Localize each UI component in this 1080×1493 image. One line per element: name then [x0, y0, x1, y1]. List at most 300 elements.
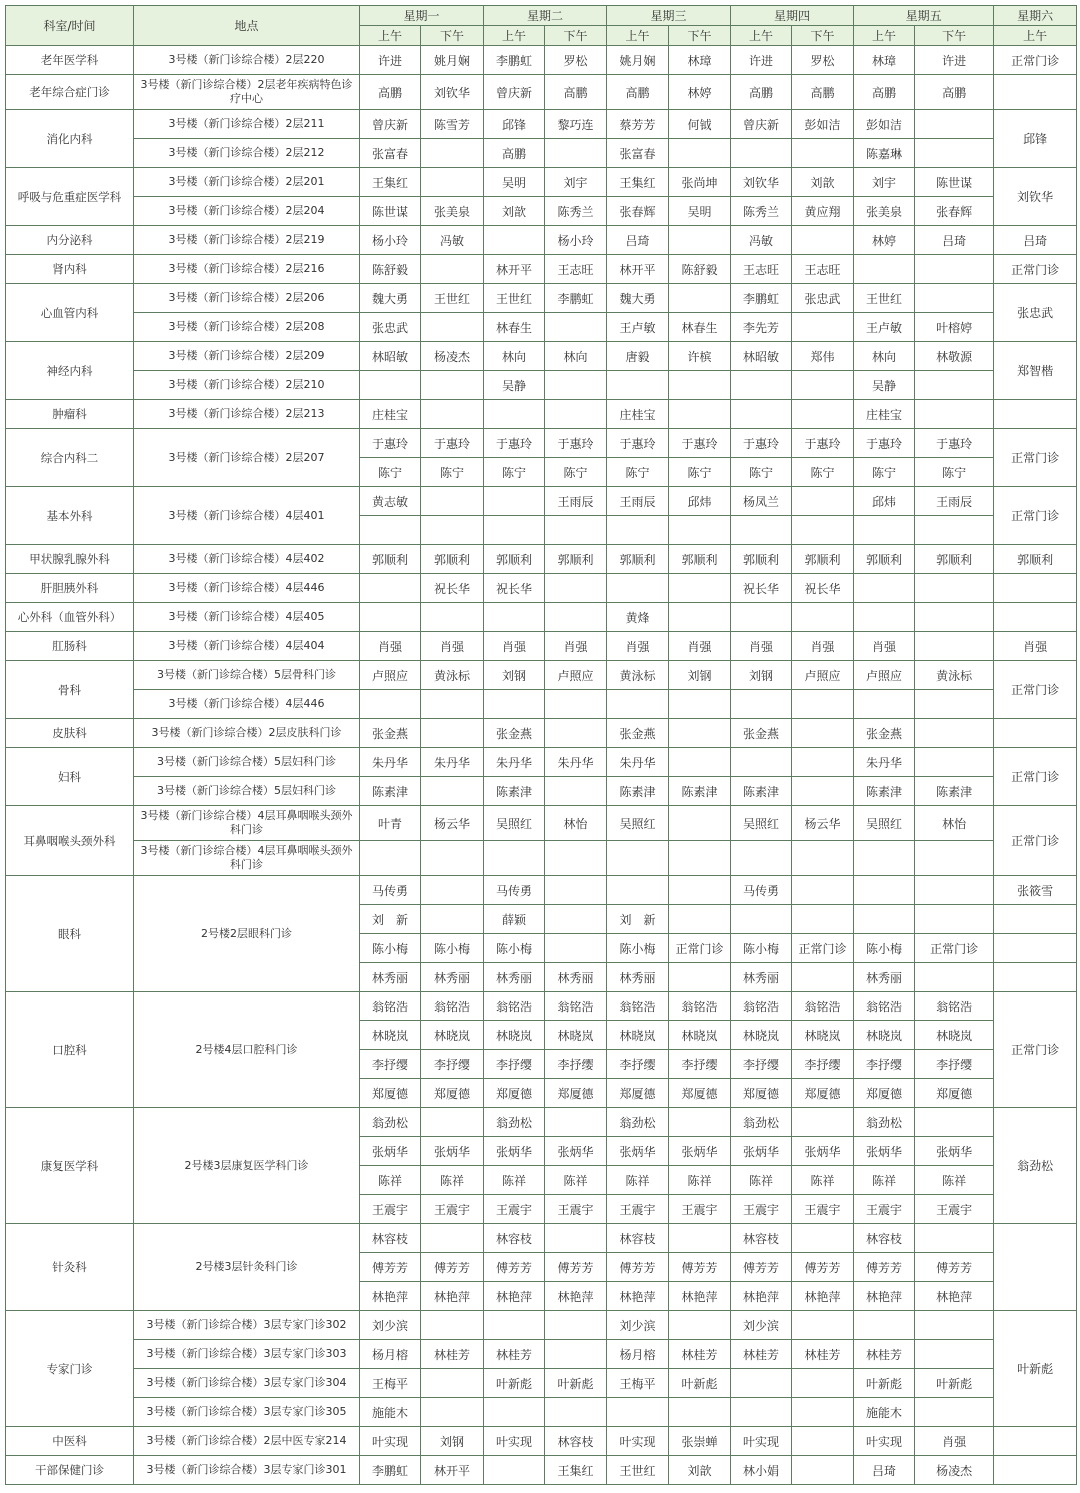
doctor-thu-pm: 张忠武 — [792, 284, 854, 313]
clinic-location: 3号楼（新门诊综合楼）2层212 — [134, 139, 360, 168]
clinic-location: 3号楼（新门诊综合楼）2层219 — [134, 226, 360, 255]
table-row — [6, 1340, 1077, 1369]
clinic-location: 3号楼（新门诊综合楼）3层专家门诊302 — [134, 1311, 360, 1340]
doctor-fri-am: 叶新彪 — [854, 1369, 915, 1398]
department-name: 针灸科 — [6, 1224, 134, 1311]
doctor-fri-pm — [915, 690, 994, 719]
doctor-thu-am — [731, 603, 792, 632]
doctor-mon-pm: 林艳萍 — [421, 1282, 484, 1311]
doctor-sat-am: 吕琦 — [994, 226, 1077, 255]
doctor-fri-pm — [915, 574, 994, 603]
doctor-sat-am: 张筱雪 — [994, 876, 1077, 905]
doctor-mon-pm — [421, 690, 484, 719]
doctor-tue-pm: 黎巧连 — [545, 110, 607, 139]
doctor-tue-pm: 王集红 — [545, 1456, 607, 1485]
clinic-location: 3号楼（新门诊综合楼）3层专家门诊303 — [134, 1340, 360, 1369]
doctor-fri-pm: 叶榕婷 — [915, 313, 994, 342]
doctor-thu-pm: 郭顺利 — [792, 545, 854, 574]
doctor-tue-am: 林桂芳 — [484, 1340, 545, 1369]
doctor-wed-am — [607, 574, 669, 603]
doctor-fri-pm: 郭顺利 — [915, 545, 994, 574]
doctor-mon-pm: 张炳华 — [421, 1137, 484, 1166]
doctor-wed-am: 黄烽 — [607, 603, 669, 632]
period-pm: 下午 — [545, 26, 607, 46]
doctor-tue-am: 郭顺利 — [484, 545, 545, 574]
table-row — [6, 110, 1077, 139]
clinic-location: 3号楼（新门诊综合楼）4层404 — [134, 632, 360, 661]
doctor-thu-pm: 郑厦德 — [792, 1079, 854, 1108]
doctor-fri-am: 高鹏 — [854, 75, 915, 110]
doctor-wed-pm: 刘歆 — [669, 1456, 731, 1485]
table-row — [6, 545, 1077, 574]
doctor-mon-pm: 陈小梅 — [421, 934, 484, 963]
department-name: 眼科 — [6, 876, 134, 992]
doctor-tue-am: 朱丹华 — [484, 748, 545, 777]
doctor-mon-pm: 朱丹华 — [421, 748, 484, 777]
doctor-wed-am: 刘少滨 — [607, 1311, 669, 1340]
doctor-tue-pm — [545, 1224, 607, 1253]
doctor-mon-am: 肖强 — [360, 632, 421, 661]
doctor-mon-am — [360, 371, 421, 400]
doctor-thu-am: 林小娟 — [731, 1456, 792, 1485]
doctor-sat-am: 正常门诊 — [994, 661, 1077, 719]
table-row — [6, 1369, 1077, 1398]
table-row — [6, 1311, 1077, 1340]
doctor-fri-pm: 黄泳标 — [915, 661, 994, 690]
doctor-sat-am: 正常门诊 — [994, 806, 1077, 876]
doctor-fri-pm: 陈宁 — [915, 458, 994, 487]
doctor-tue-pm: 林容枝 — [545, 1427, 607, 1456]
doctor-mon-pm: 黄泳标 — [421, 661, 484, 690]
doctor-mon-am: 叶实现 — [360, 1427, 421, 1456]
department-name: 康复医学科 — [6, 1108, 134, 1224]
doctor-tue-pm: 刘宇 — [545, 168, 607, 197]
doctor-fri-pm: 林晓岚 — [915, 1021, 994, 1050]
doctor-tue-am — [484, 1398, 545, 1427]
table-row — [6, 719, 1077, 748]
doctor-thu-am: 曾庆新 — [731, 110, 792, 139]
doctor-wed-am: 叶实现 — [607, 1427, 669, 1456]
doctor-thu-pm: 王震宇 — [792, 1195, 854, 1224]
doctor-mon-am: 朱丹华 — [360, 748, 421, 777]
clinic-location: 2号楼3层针灸科门诊 — [134, 1224, 360, 1311]
doctor-fri-am: 陈祥 — [854, 1166, 915, 1195]
doctor-fri-am: 李抒缨 — [854, 1050, 915, 1079]
doctor-wed-am: 陈祥 — [607, 1166, 669, 1195]
doctor-wed-pm: 张炳华 — [669, 1137, 731, 1166]
clinic-location: 3号楼（新门诊综合楼）5层骨科门诊 — [134, 661, 360, 690]
doctor-thu-am: 祝长华 — [731, 574, 792, 603]
doctor-sat-am: 正常门诊 — [994, 992, 1077, 1108]
doctor-tue-am: 林秀丽 — [484, 963, 545, 992]
schedule-body — [6, 46, 1077, 1485]
doctor-fri-pm: 陈世谋 — [915, 168, 994, 197]
doctor-mon-pm — [421, 876, 484, 905]
doctor-thu-am: 郑厦德 — [731, 1079, 792, 1108]
doctor-fri-pm — [915, 400, 994, 429]
doctor-mon-pm: 林桂芳 — [421, 1340, 484, 1369]
doctor-fri-pm: 陈祥 — [915, 1166, 994, 1195]
doctor-mon-am: 施能木 — [360, 1398, 421, 1427]
doctor-wed-am: 张炳华 — [607, 1137, 669, 1166]
table-row — [6, 429, 1077, 458]
doctor-thu-am: 于惠玲 — [731, 429, 792, 458]
doctor-tue-am — [484, 1456, 545, 1485]
header-row-days — [6, 6, 1077, 26]
doctor-mon-am: 曾庆新 — [360, 110, 421, 139]
doctor-wed-am: 林晓岚 — [607, 1021, 669, 1050]
doctor-thu-am: 张炳华 — [731, 1137, 792, 1166]
doctor-tue-pm: 林怡 — [545, 806, 607, 841]
doctor-thu-am — [731, 690, 792, 719]
doctor-fri-am: 陈嘉琳 — [854, 139, 915, 168]
department-name: 中医科 — [6, 1427, 134, 1456]
doctor-mon-pm: 郑厦德 — [421, 1079, 484, 1108]
doctor-mon-pm: 陈宁 — [421, 458, 484, 487]
doctor-mon-am: 张忠武 — [360, 313, 421, 342]
doctor-wed-pm: 傅芳芳 — [669, 1253, 731, 1282]
doctor-sat-am: 翁劲松 — [994, 1108, 1077, 1224]
doctor-tue-pm: 林艳萍 — [545, 1282, 607, 1311]
doctor-fri-pm — [915, 255, 994, 284]
doctor-mon-am: 李鹏虹 — [360, 1456, 421, 1485]
doctor-fri-pm — [915, 603, 994, 632]
doctor-wed-am: 朱丹华 — [607, 748, 669, 777]
doctor-tue-pm — [545, 934, 607, 963]
doctor-fri-pm: 傅芳芳 — [915, 1253, 994, 1282]
doctor-fri-am — [854, 905, 915, 934]
doctor-mon-pm: 翁铭浩 — [421, 992, 484, 1021]
doctor-thu-pm: 陈宁 — [792, 458, 854, 487]
doctor-tue-am: 高鹏 — [484, 139, 545, 168]
doctor-thu-pm — [792, 963, 854, 992]
doctor-wed-pm — [669, 748, 731, 777]
doctor-fri-am: 邱炜 — [854, 487, 915, 516]
doctor-wed-am: 张春辉 — [607, 197, 669, 226]
department-name: 心血管内科 — [6, 284, 134, 342]
doctor-fri-am — [854, 603, 915, 632]
doctor-wed-am: 郑厦德 — [607, 1079, 669, 1108]
period-am: 上午 — [994, 26, 1077, 46]
day-header-friday: 星期五 — [854, 6, 994, 26]
doctor-wed-am: 郭顺利 — [607, 545, 669, 574]
doctor-thu-pm — [792, 1456, 854, 1485]
doctor-tue-am: 张金燕 — [484, 719, 545, 748]
doctor-thu-am — [731, 1369, 792, 1398]
doctor-mon-am: 庄桂宝 — [360, 400, 421, 429]
doctor-sat-am — [994, 603, 1077, 632]
doctor-mon-pm — [421, 1398, 484, 1427]
doctor-mon-pm — [421, 905, 484, 934]
doctor-wed-am: 庄桂宝 — [607, 400, 669, 429]
table-row — [6, 255, 1077, 284]
doctor-fri-am: 郑厦德 — [854, 1079, 915, 1108]
doctor-wed-am: 林容枝 — [607, 1224, 669, 1253]
doctor-thu-am: 高鹏 — [731, 75, 792, 110]
doctor-sat-am: 正常门诊 — [994, 748, 1077, 806]
doctor-mon-pm: 林秀丽 — [421, 963, 484, 992]
doctor-wed-am: 陈宁 — [607, 458, 669, 487]
doctor-wed-pm — [669, 905, 731, 934]
doctor-thu-pm: 李抒缨 — [792, 1050, 854, 1079]
doctor-tue-am: 林春生 — [484, 313, 545, 342]
day-header-saturday: 星期六 — [994, 6, 1077, 26]
doctor-wed-pm — [669, 400, 731, 429]
doctor-mon-pm — [421, 719, 484, 748]
doctor-tue-pm: 叶新彪 — [545, 1369, 607, 1398]
doctor-fri-am: 吴照红 — [854, 806, 915, 841]
doctor-mon-am — [360, 690, 421, 719]
table-row — [6, 1398, 1077, 1427]
doctor-fri-am — [854, 841, 915, 876]
doctor-tue-pm: 翁铭浩 — [545, 992, 607, 1021]
clinic-location: 3号楼（新门诊综合楼）2层208 — [134, 313, 360, 342]
table-row — [6, 226, 1077, 255]
doctor-tue-pm: 李抒缨 — [545, 1050, 607, 1079]
doctor-thu-pm — [792, 876, 854, 905]
table-row — [6, 841, 1077, 876]
doctor-mon-am: 林容枝 — [360, 1224, 421, 1253]
doctor-thu-am: 许进 — [731, 46, 792, 75]
doctor-fri-pm — [915, 963, 994, 992]
clinic-location: 3号楼（新门诊综合楼）3层专家门诊301 — [134, 1456, 360, 1485]
clinic-location: 3号楼（新门诊综合楼）2层206 — [134, 284, 360, 313]
doctor-fri-pm — [915, 876, 994, 905]
doctor-fri-am: 于惠玲 — [854, 429, 915, 458]
doctor-wed-pm — [669, 284, 731, 313]
doctor-wed-am: 王震宇 — [607, 1195, 669, 1224]
doctor-mon-am: 林艳萍 — [360, 1282, 421, 1311]
doctor-tue-pm: 王志旺 — [545, 255, 607, 284]
doctor-mon-am: 林晓岚 — [360, 1021, 421, 1050]
doctor-fri-am: 叶实现 — [854, 1427, 915, 1456]
doctor-fri-am: 张美泉 — [854, 197, 915, 226]
department-name: 内分泌科 — [6, 226, 134, 255]
department-name: 专家门诊 — [6, 1311, 134, 1427]
doctor-thu-am: 翁铭浩 — [731, 992, 792, 1021]
doctor-tue-am: 薛颖 — [484, 905, 545, 934]
doctor-tue-am — [484, 487, 545, 516]
doctor-tue-am: 郑厦德 — [484, 1079, 545, 1108]
doctor-thu-pm — [792, 226, 854, 255]
doctor-mon-pm — [421, 1369, 484, 1398]
doctor-mon-pm: 杨云华 — [421, 806, 484, 841]
doctor-tue-am: 林开平 — [484, 255, 545, 284]
doctor-thu-am: 杨凤兰 — [731, 487, 792, 516]
doctor-tue-pm: 郑厦德 — [545, 1079, 607, 1108]
doctor-thu-am: 林容枝 — [731, 1224, 792, 1253]
table-row — [6, 1224, 1077, 1253]
department-name: 肿瘤科 — [6, 400, 134, 429]
doctor-wed-pm — [669, 574, 731, 603]
doctor-mon-am: 马传勇 — [360, 876, 421, 905]
doctor-sat-am — [994, 400, 1077, 429]
doctor-thu-am: 林晓岚 — [731, 1021, 792, 1050]
doctor-tue-pm: 卢照应 — [545, 661, 607, 690]
doctor-fri-pm — [915, 1340, 994, 1369]
doctor-thu-am: 李鹏虹 — [731, 284, 792, 313]
clinic-location: 3号楼（新门诊综合楼）4层耳鼻咽喉头颈外科门诊 — [134, 841, 360, 876]
doctor-wed-am: 魏大勇 — [607, 284, 669, 313]
department-name: 综合内科二 — [6, 429, 134, 487]
clinic-location: 3号楼（新门诊综合楼）2层210 — [134, 371, 360, 400]
doctor-tue-am: 林向 — [484, 342, 545, 371]
table-row — [6, 46, 1077, 75]
doctor-mon-am: 黄志敏 — [360, 487, 421, 516]
doctor-mon-pm — [421, 371, 484, 400]
doctor-mon-pm: 郭顺利 — [421, 545, 484, 574]
doctor-fri-am — [854, 690, 915, 719]
doctor-fri-am — [854, 255, 915, 284]
doctor-fri-pm — [915, 284, 994, 313]
doctor-thu-am: 翁劲松 — [731, 1108, 792, 1137]
doctor-tue-pm: 林秀丽 — [545, 963, 607, 992]
doctor-fri-am: 林秀丽 — [854, 963, 915, 992]
doctor-thu-pm — [792, 400, 854, 429]
doctor-wed-am: 李抒缨 — [607, 1050, 669, 1079]
doctor-wed-am: 肖强 — [607, 632, 669, 661]
doctor-tue-am: 于惠玲 — [484, 429, 545, 458]
doctor-tue-pm: 罗松 — [545, 46, 607, 75]
doctor-tue-pm — [545, 777, 607, 806]
doctor-thu-pm: 杨云华 — [792, 806, 854, 841]
doctor-wed-pm — [669, 690, 731, 719]
doctor-sat-am: 张忠武 — [994, 284, 1077, 342]
doctor-thu-am: 王志旺 — [731, 255, 792, 284]
doctor-fri-am: 张炳华 — [854, 1137, 915, 1166]
doctor-thu-pm — [792, 748, 854, 777]
doctor-mon-am: 卢照应 — [360, 661, 421, 690]
doctor-fri-pm — [915, 1311, 994, 1340]
doctor-fri-am: 林璋 — [854, 46, 915, 75]
doctor-mon-pm: 陈祥 — [421, 1166, 484, 1195]
doctor-fri-am: 陈素津 — [854, 777, 915, 806]
doctor-thu-am: 叶实现 — [731, 1427, 792, 1456]
department-name: 甲状腺乳腺外科 — [6, 545, 134, 574]
doctor-fri-pm: 林怡 — [915, 806, 994, 841]
doctor-mon-pm — [421, 1224, 484, 1253]
clinic-location: 3号楼（新门诊综合楼）2层209 — [134, 342, 360, 371]
doctor-mon-am: 杨小玲 — [360, 226, 421, 255]
doctor-mon-am: 陈小梅 — [360, 934, 421, 963]
doctor-tue-am: 刘钢 — [484, 661, 545, 690]
doctor-tue-am: 刘歆 — [484, 197, 545, 226]
doctor-thu-pm — [792, 1427, 854, 1456]
doctor-tue-pm — [545, 1340, 607, 1369]
doctor-fri-am: 翁铭浩 — [854, 992, 915, 1021]
doctor-mon-pm — [421, 603, 484, 632]
doctor-tue-pm: 朱丹华 — [545, 748, 607, 777]
doctor-thu-pm — [792, 777, 854, 806]
doctor-mon-pm: 刘钢 — [421, 1427, 484, 1456]
doctor-wed-pm: 邱炜 — [669, 487, 731, 516]
doctor-tue-am — [484, 516, 545, 545]
doctor-mon-pm: 王世红 — [421, 284, 484, 313]
doctor-mon-am: 于惠玲 — [360, 429, 421, 458]
clinic-location: 3号楼（新门诊综合楼）2层皮肤科门诊 — [134, 719, 360, 748]
doctor-mon-am: 张富春 — [360, 139, 421, 168]
header-department-time: 科室/时间 — [6, 6, 134, 46]
doctor-wed-pm: 林春生 — [669, 313, 731, 342]
table-row — [6, 777, 1077, 806]
doctor-mon-am: 傅芳芳 — [360, 1253, 421, 1282]
day-header-tuesday: 星期二 — [484, 6, 607, 26]
doctor-mon-am: 张炳华 — [360, 1137, 421, 1166]
doctor-fri-am: 翁劲松 — [854, 1108, 915, 1137]
doctor-thu-pm — [792, 905, 854, 934]
doctor-wed-pm — [669, 516, 731, 545]
table-row — [6, 284, 1077, 313]
doctor-tue-am — [484, 603, 545, 632]
doctor-fri-pm: 张春辉 — [915, 197, 994, 226]
table-row — [6, 876, 1077, 905]
doctor-mon-am: 翁劲松 — [360, 1108, 421, 1137]
doctor-wed-am — [607, 876, 669, 905]
doctor-fri-am: 吕琦 — [854, 1456, 915, 1485]
doctor-fri-am — [854, 574, 915, 603]
doctor-tue-am: 吴明 — [484, 168, 545, 197]
doctor-thu-am: 刘钦华 — [731, 168, 792, 197]
doctor-thu-am: 李先芳 — [731, 313, 792, 342]
doctor-fri-pm — [915, 371, 994, 400]
doctor-wed-am: 唐毅 — [607, 342, 669, 371]
doctor-wed-pm: 郭顺利 — [669, 545, 731, 574]
doctor-wed-pm: 李抒缨 — [669, 1050, 731, 1079]
department-name: 皮肤科 — [6, 719, 134, 748]
doctor-wed-pm — [669, 876, 731, 905]
doctor-wed-pm: 陈祥 — [669, 1166, 731, 1195]
doctor-fri-pm: 王震宇 — [915, 1195, 994, 1224]
department-name: 口腔科 — [6, 992, 134, 1108]
doctor-mon-pm: 张美泉 — [421, 197, 484, 226]
doctor-thu-am: 刘少滨 — [731, 1311, 792, 1340]
department-name: 呼吸与危重症医学科 — [6, 168, 134, 226]
doctor-wed-pm — [669, 139, 731, 168]
doctor-thu-am: 郭顺利 — [731, 545, 792, 574]
doctor-tue-am — [484, 226, 545, 255]
doctor-thu-pm — [792, 603, 854, 632]
doctor-thu-pm — [792, 1224, 854, 1253]
clinic-location: 3号楼（新门诊综合楼）2层213 — [134, 400, 360, 429]
doctor-mon-am: 陈素津 — [360, 777, 421, 806]
doctor-fri-pm: 郑厦德 — [915, 1079, 994, 1108]
doctor-mon-am — [360, 574, 421, 603]
table-row — [6, 400, 1077, 429]
doctor-tue-pm — [545, 905, 607, 934]
doctor-mon-pm — [421, 1311, 484, 1340]
doctor-sat-am: 郑智楷 — [994, 342, 1077, 400]
table-row — [6, 632, 1077, 661]
doctor-fri-pm: 翁铭浩 — [915, 992, 994, 1021]
doctor-fri-pm — [915, 841, 994, 876]
doctor-fri-am: 傅芳芳 — [854, 1253, 915, 1282]
doctor-wed-pm: 林婷 — [669, 75, 731, 110]
clinic-location: 3号楼（新门诊综合楼）2层老年疾病特色诊疗中心 — [134, 75, 360, 110]
doctor-fri-am: 施能木 — [854, 1398, 915, 1427]
table-row — [6, 313, 1077, 342]
table-row — [6, 574, 1077, 603]
doctor-mon-am: 杨月榕 — [360, 1340, 421, 1369]
doctor-thu-am: 肖强 — [731, 632, 792, 661]
doctor-thu-am: 张金燕 — [731, 719, 792, 748]
doctor-fri-pm — [915, 1224, 994, 1253]
doctor-wed-am: 陈小梅 — [607, 934, 669, 963]
doctor-thu-am: 马传勇 — [731, 876, 792, 905]
doctor-mon-pm: 肖强 — [421, 632, 484, 661]
doctor-wed-pm: 陈舒毅 — [669, 255, 731, 284]
doctor-wed-am: 王雨辰 — [607, 487, 669, 516]
doctor-tue-pm: 林向 — [545, 342, 607, 371]
